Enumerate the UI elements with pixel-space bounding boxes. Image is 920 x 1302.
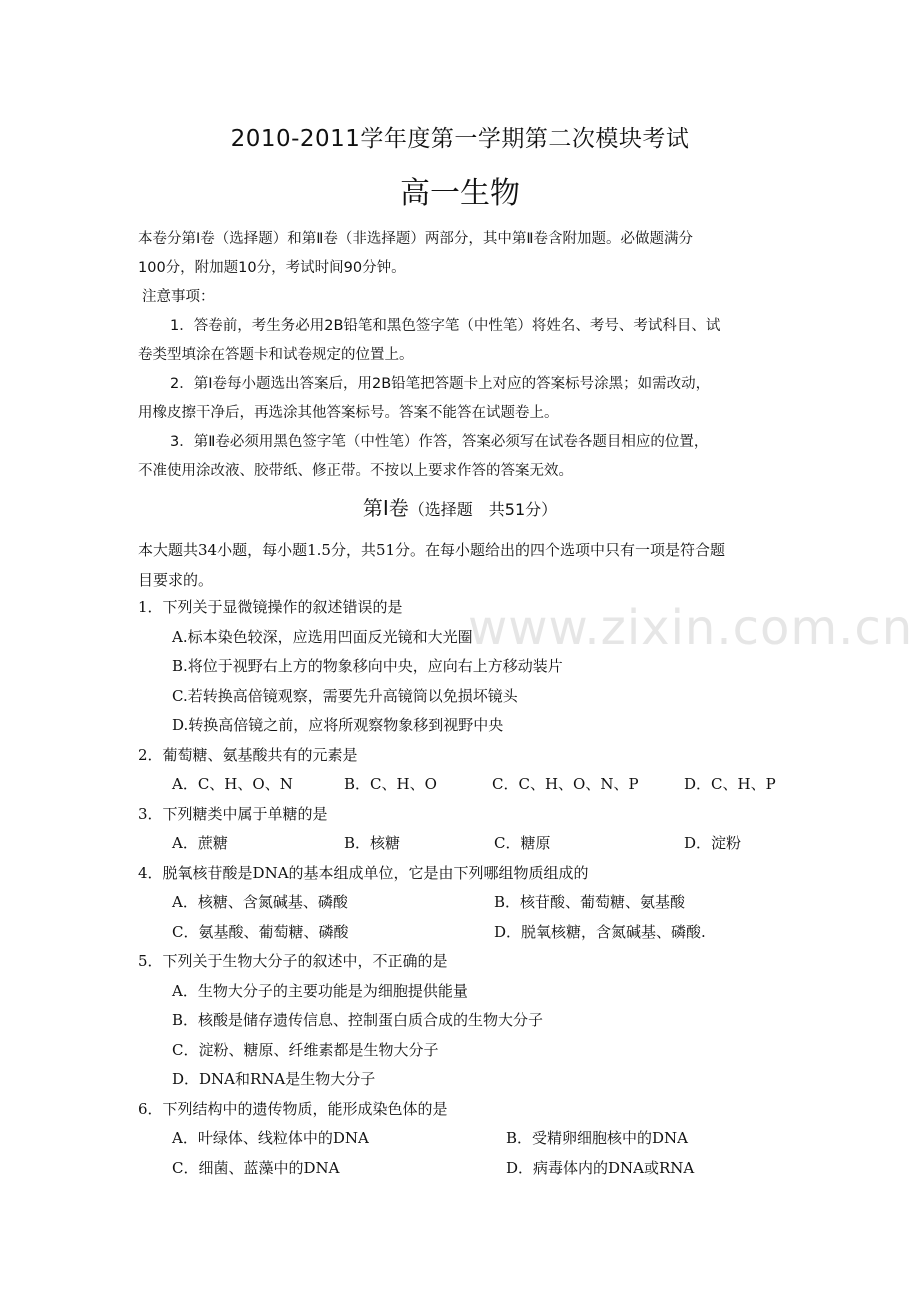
section-title: 第Ⅰ卷 [362,496,409,520]
options-row [138,888,798,918]
intro-line: 100分，附加题10分，考试时间90分钟。 [138,260,406,276]
note-2-cont: 用橡皮擦干净后，再选涂其他答案标号。答案不能答在试题卷上。 [138,405,559,421]
options-row [138,770,798,800]
option-d: D．淀粉 [684,834,742,852]
options-row [138,1154,798,1184]
options-row [138,829,798,859]
options-row [138,1124,798,1154]
option-d: D．DNA和RNA是生物大分子 [172,1070,376,1088]
question-stem: 3．下列糖类中属于单糖的是 [138,804,328,823]
option-b: B.将位于视野右上方的物象移向中央，应向右上方移动装片 [172,657,563,675]
question-stem: 4．脱氧核苷酸是DNA的基本组成单位，它是由下列哪组物质组成的 [138,863,589,882]
note-3: 3．第Ⅱ卷必须用黑色签字笔（中性笔）作答，答案必须写在试卷各题目相应的位置， [170,434,709,450]
section-heading [0,492,920,521]
question-stem: 2．葡萄糖、氨基酸共有的元素是 [138,745,358,764]
question-stem: 5．下列关于生物大分子的叙述中，不正确的是 [138,952,448,970]
question-2 [138,741,798,800]
option-c: C.若转换高倍镜观察，需要先升高镜筒以免损坏镜头 [172,686,518,705]
note-2: 2．第Ⅰ卷每小题选出答案后，用2B铅笔把答题卡上对应的答案标号涂黑；如需改动， [170,376,711,392]
note-1-cont: 卷类型填涂在答题卡和试卷规定的位置上。 [138,347,414,363]
question-5 [138,947,798,1095]
desc-line: 本大题共34小题，每小题1.5分，共51分。在每小题给出的四个选项中只有一项是符合题 [138,541,726,559]
option-a: A.标本染色较深，应选用凹面反光镜和大光圈 [172,627,473,646]
note-3-cont: 不准使用涂改液、胶带纸、修正带。不按以上要求作答的答案无效。 [138,463,573,479]
option-b: B．核酸是储存遗传信息、控制蛋白质合成的生物大分子 [172,1011,544,1029]
notes-title: 注意事项： [142,289,215,305]
option-c: C．C、H、O、N、P [492,775,639,793]
question-3 [138,800,798,859]
watermark: www.zixin.com.cn [468,600,914,656]
option-d: D．C、H、P [684,775,776,793]
option-a: A．C、H、O、N [172,775,293,793]
question-1 [138,593,798,741]
option-a: A．叶绿体、线粒体中的DNA [172,1129,369,1147]
option-a: A．蔗糖 [172,834,228,852]
section-subtitle: （选择题 共51分） [408,500,558,519]
instructions [138,225,788,486]
question-6 [138,1095,798,1184]
option-d: D.转换高倍镜之前，应将所观察物象移到视野中央 [172,716,504,734]
question-list [138,593,798,1183]
option-d: D．病毒体内的DNA或RNA [506,1158,695,1177]
question-stem: 1．下列关于显微镜操作的叙述错误的是 [138,598,403,616]
question-4 [138,859,798,948]
option-b: B．受精卵细胞核中的DNA [506,1129,689,1147]
exam-title: 2010-2011学年度第一学期第二次模块考试 [230,126,690,152]
option-c: C．氨基酸、葡萄糖、磷酸 [172,922,349,941]
option-a: A．核糖、含氮碱基、磷酸 [172,893,348,911]
option-c: C．细菌、蓝藻中的DNA [172,1158,340,1177]
option-a: A．生物大分子的主要功能是为细胞提供能量 [172,981,468,1000]
exam-subject: 高一生物 [400,176,520,211]
option-b: B．C、H、O [344,775,437,793]
note-1: 1．答卷前，考生务必用2B铅笔和黑色签字笔（中性笔）将姓名、考号、考试科目、试 [170,318,721,334]
section-description [138,536,788,595]
options-row [138,918,798,948]
option-c: C．糖原 [494,834,551,852]
option-b: B．核糖 [344,834,401,852]
option-c: C．淀粉、糖原、纤维素都是生物大分子 [172,1040,439,1059]
desc-line: 目要求的。 [138,570,214,589]
question-stem: 6．下列结构中的遗传物质，能形成染色体的是 [138,1099,448,1118]
intro-line: 本卷分第Ⅰ卷（选择题）和第Ⅱ卷（非选择题）两部分，其中第Ⅱ卷含附加题。必做题满分 [138,231,694,247]
option-b: B．核苷酸、葡萄糖、氨基酸 [494,893,686,911]
option-d: D．脱氧核糖，含氮碱基、磷酸. [494,922,706,941]
